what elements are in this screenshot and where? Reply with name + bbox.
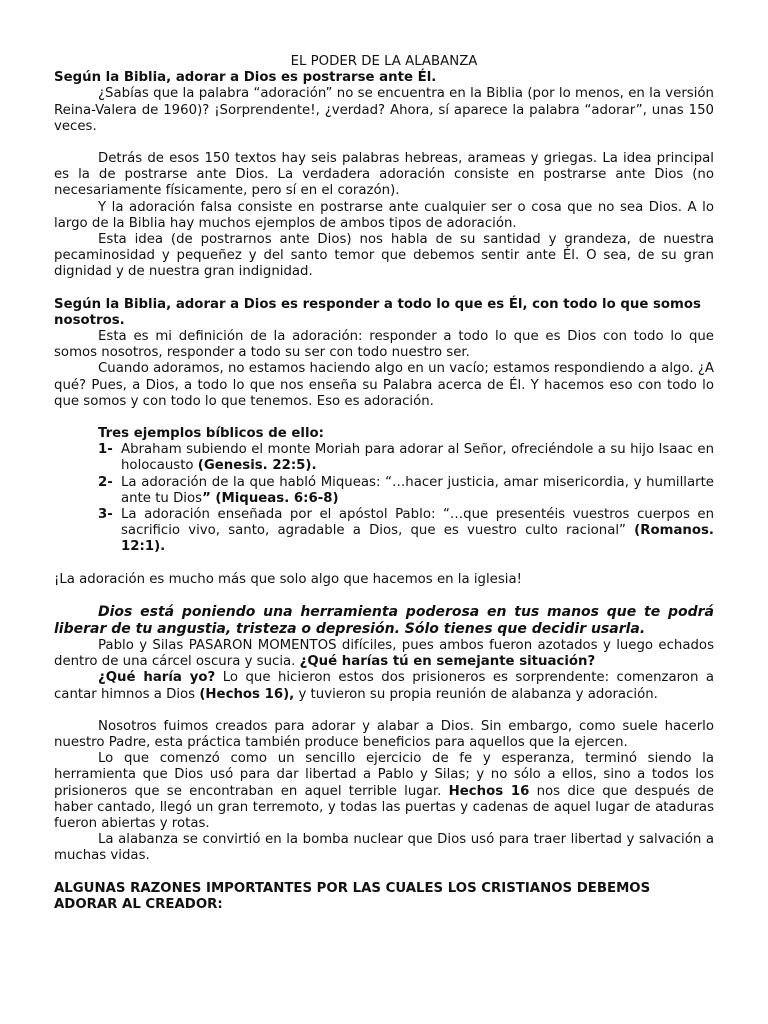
paragraph-11-text: Lo que comenzó como un sencillo ejercicio de fe y esperanza, terminó siendo la herramienta que Dios usó para dar libertad a Pablo y Silas; y no sólo a ellos, sino a todos los prisioneros que se encontraban en aquel terrible lugar. [54, 751, 714, 799]
paragraph-1: ¿Sabías que la palabra “adoración” no se encuentra en la Biblia (por lo menos, en la versión Reina-Valera de 1960)? ¡Sorprendente!, ¿verdad? Ahora, sí aparece la palabra “adorar”, unas 150 veces. [54, 86, 714, 134]
examples-list [54, 442, 714, 555]
paragraph-5: Esta es mi definición de la adoración: responder a todo lo que es Dios con todo lo que somos nosotros, responder a todo su ser con todo nuestro ser. [54, 329, 714, 361]
section-heading-2: Según la Biblia, adorar a Dios es responder a todo lo que es Él, con todo lo que somos nosotros. [54, 296, 701, 328]
list-number: 1- [98, 442, 113, 458]
paragraph-6: Cuando adoramos, no estamos haciendo algo en un vacío; estamos respondiendo a algo. ¿A qué? Pues, a Dios, a todo lo que nos enseña su Palabra acerca de Él. Y hacemos eso con todo lo que somos y con todo lo que tenemos. Eso es adoración. [54, 361, 714, 409]
paragraph-11-text-end: nos dice que después de haber cantado, llegó un gran terremoto, y todas las puertas y cadenas de aquel lugar de ataduras fueron abiertas y rotas. [54, 783, 714, 831]
paragraph-9-text-end: y tuvieron su propia reunión de alabanza y adoración. [294, 686, 658, 702]
list-number: 3- [98, 507, 113, 523]
list-item-text: Abraham subiendo el monte Moriah para adorar al Señor, ofreciéndole a su hijo Isaac en holocausto [121, 442, 714, 474]
list-number: 2- [98, 474, 113, 490]
bible-reference: Hechos 16 [448, 783, 530, 799]
list-item-text: La adoración enseñada por el apóstol Pablo: “…que presentéis vuestros cuerpos en sacrificio vivo, santo, agradable a Dios, que es vuestro culto racional” [121, 507, 714, 539]
list-item [54, 507, 714, 556]
section-heading-1: Según la Biblia, adorar a Dios es postrarse ante Él. [54, 70, 437, 86]
paragraph-2: Detrás de esos 150 textos hay seis palabras hebreas, arameas y griegas. La idea principal es la de postrarse ante Dios. La verdadera adoración consiste en postrarse ante Dios (no necesariamente físicamente, pero sí en el corazón). [54, 151, 714, 199]
paragraph-9-question: ¿Qué haría yo? [98, 670, 216, 686]
list-item [54, 475, 714, 507]
lead-paragraph: Dios está poniendo una herramienta poderosa en tus manos que te podrá liberar de tu angustia, tristeza o depresión. Sólo tienes que decidir usarla. [54, 603, 714, 637]
bible-reference: ” (Miqueas. 6:6-8) [202, 490, 339, 506]
bible-reference: (Hechos 16), [199, 686, 295, 702]
examples-heading: Tres ejemplos bíblicos de ello: [98, 426, 324, 442]
paragraph-3: Y la adoración falsa consiste en postrarse ante cualquier ser o cosa que no sea Dios. A lo largo de la Biblia hay muchos ejemplos de ambos tipos de adoración. [54, 199, 714, 231]
paragraph-8-question: ¿Qué harías tú en semejante situación? [299, 654, 596, 670]
paragraph-4: Esta idea (de postrarnos ante Dios) nos habla de su santidad y grandeza, de nuestra pecaminosidad y pequeñez y del santo temor que debemos sentir ante Él. O sea, de su gran dignidad y de nuestra gran indignidad. [54, 232, 714, 280]
bible-reference: (Genesis. 22:5). [197, 458, 317, 474]
paragraph-12: La alabanza se convirtió en la bomba nuclear que Dios usó para traer libertad y salvación a muchas vidas. [54, 832, 714, 864]
bible-reference: (Romanos. 12:1). [121, 523, 714, 555]
section-heading-3: ALGUNAS RAZONES IMPORTANTES POR LAS CUALES LOS CRISTIANOS DEBEMOS ADORAR AL CREADOR: [54, 880, 651, 912]
list-item [54, 442, 714, 474]
paragraph-11 [54, 751, 714, 832]
list-item-text: La adoración de la que habló Miqueas: “…hacer justicia, amar misericordia, y humillarte ante tu Dios [121, 474, 714, 506]
document-title: EL PODER DE LA ALABANZA [290, 54, 478, 69]
paragraph-9 [54, 670, 714, 702]
paragraph-8-text: Pablo y Silas PASARON MOMENTOS difíciles, pues ambos fueron azotados y luego echados dentro de una cárcel oscura y sucia. [54, 637, 714, 670]
paragraph-9-text: Lo que hicieron estos dos prisioneros es sorprendente: comenzaron a cantar himnos a Dios [54, 670, 714, 702]
paragraph-7: ¡La adoración es mucho más que solo algo que hacemos en la iglesia! [54, 571, 522, 587]
paragraph-10: Nosotros fuimos creados para adorar y alabar a Dios. Sin embargo, como suele hacerlo nuestro Padre, esta práctica también produce beneficios para aquellos que la ejercen. [54, 718, 714, 750]
paragraph-8 [54, 638, 714, 670]
